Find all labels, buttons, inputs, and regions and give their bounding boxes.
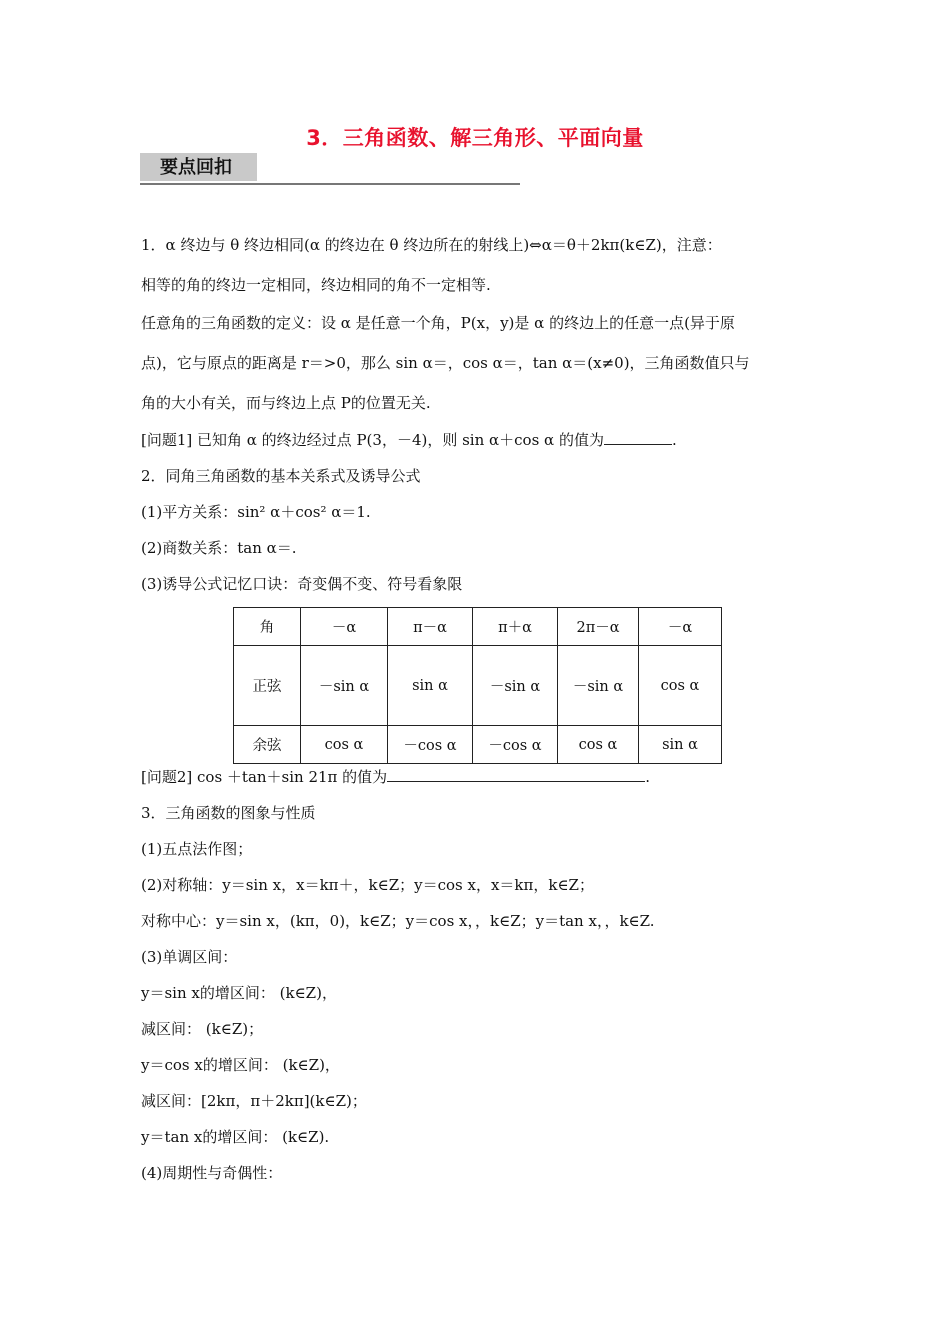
text-symmetry-center: 对称中心：y＝sin x，(kπ，0)，k∈Z；y＝cos x，，k∈Z；y＝tan x，，k∈Z.	[141, 912, 655, 930]
text-monotonic-heading: (3)单调区间：	[141, 948, 238, 966]
heading-3: 3．三角函数的图象与性质	[141, 804, 316, 822]
table-cell: 2π－α	[558, 608, 639, 646]
table-cell: 正弦	[234, 646, 301, 726]
text-tan-increase: y＝tan x的增区间： (k∈Z).	[141, 1128, 330, 1146]
answer-blank-2	[387, 767, 645, 782]
table-cell: －sin α	[473, 646, 558, 726]
table-cell: －α	[301, 608, 388, 646]
question-2-text: [问题2] cos ＋tan＋sin 21π 的值为	[141, 768, 388, 786]
induction-formula-table	[233, 607, 722, 764]
table-cell: π－α	[388, 608, 473, 646]
text-line-4: 点)，它与原点的距离是 r＝>0，那么 sin α＝，cos α＝，tan α＝(x≠0)，三角函数值只与	[141, 354, 750, 372]
question-2	[141, 767, 650, 787]
table-cell: 余弦	[234, 726, 301, 764]
table-row-sine	[234, 646, 722, 726]
table-cell: sin α	[639, 726, 722, 764]
text-period-parity: (4)周期性与奇偶性：	[141, 1164, 283, 1182]
section-bar	[140, 153, 520, 185]
table-cell: cos α	[639, 646, 722, 726]
table-cell: cos α	[558, 726, 639, 764]
question-1-end: .	[671, 431, 677, 449]
text-line-3: 任意角的三角函数的定义：设 α 是任意一个角，P(x，y)是 α 的终边上的任意一点(异于原	[141, 314, 735, 332]
text-line-2: 相等的角的终边一定相同，终边相同的角不一定相等.	[141, 276, 491, 294]
page-title: 3．三角函数、解三角形、平面向量	[306, 126, 644, 150]
text-line-5: 角的大小有关，而与终边上点 P的位置无关.	[141, 394, 431, 412]
table-header-row	[234, 608, 722, 646]
heading-2: 2．同角三角函数的基本关系式及诱导公式	[141, 467, 421, 485]
text-square-relation: (1)平方关系：sin² α＋cos² α＝1.	[141, 503, 371, 521]
table-cell: 角	[234, 608, 301, 646]
table-row-cosine	[234, 726, 722, 764]
text-line-1: 1．α 终边与 θ 终边相同(α 的终边在 θ 终边所在的射线上)⇔α＝θ＋2kπ(k∈Z)，注意：	[141, 236, 722, 254]
text-sin-decrease: 减区间： (k∈Z)；	[141, 1020, 264, 1038]
table-cell: cos α	[301, 726, 388, 764]
table-cell: －cos α	[473, 726, 558, 764]
text-quotient-relation: (2)商数关系：tan α＝.	[141, 539, 297, 557]
question-1	[141, 430, 677, 450]
section-heading: 要点回扣	[140, 153, 257, 181]
table-cell: －sin α	[301, 646, 388, 726]
table-cell: －sin α	[558, 646, 639, 726]
table-cell: －cos α	[388, 726, 473, 764]
question-2-end: .	[645, 768, 650, 786]
table-cell: －α	[639, 608, 722, 646]
text-sin-increase: y＝sin x的增区间： (k∈Z)，	[141, 984, 337, 1002]
text-cos-increase: y＝cos x的增区间： (k∈Z)，	[141, 1056, 340, 1074]
question-1-text: [问题1] 已知角 α 的终边经过点 P(3，－4)，则 sin α＋cos α 的值为	[141, 431, 604, 449]
table-cell: π＋α	[473, 608, 558, 646]
text-five-point: (1)五点法作图；	[141, 840, 253, 858]
text-symmetry-axis: (2)对称轴：y＝sin x，x＝kπ＋，k∈Z；y＝cos x，x＝kπ，k∈Z；	[141, 876, 594, 894]
table-cell: sin α	[388, 646, 473, 726]
answer-blank-1	[604, 430, 672, 445]
text-cos-decrease: 减区间：[2kπ，π＋2kπ](k∈Z)；	[141, 1092, 367, 1110]
text-induction-mnemonic: (3)诱导公式记忆口诀：奇变偶不变、符号看象限	[141, 575, 463, 593]
